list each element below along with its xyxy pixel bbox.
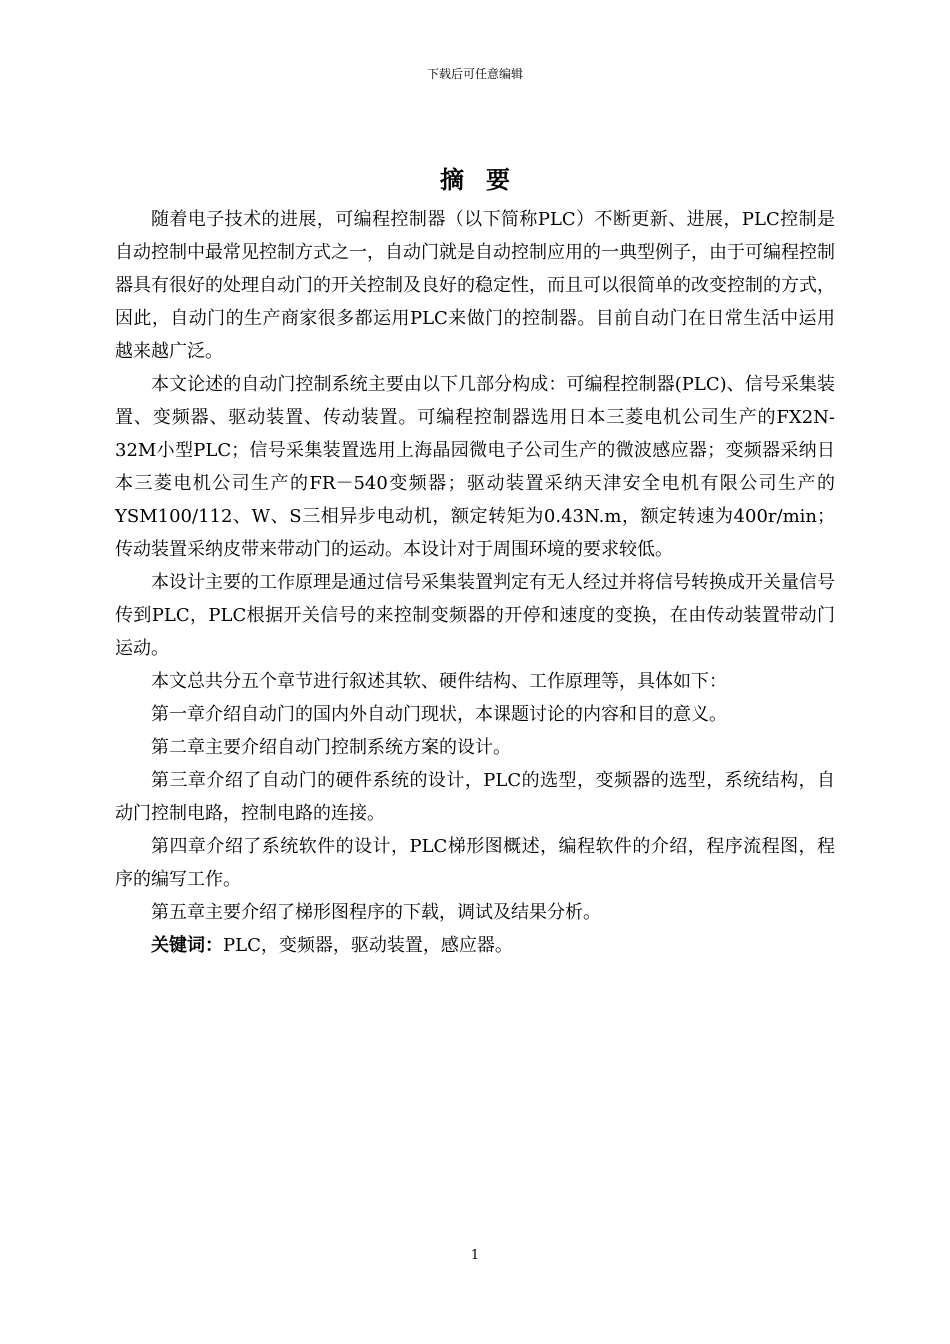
- paragraph-chapter-overview: 本文总共分五个章节进行叙述其软、硬件结构、工作原理等，具体如下：: [151, 671, 727, 692]
- paragraph-intro: 随着电子技术的进展，可编程控制器（以下简称PLC）不断更新、进展，PLC控制是自动控制中最常见控制方式之一，自动门就是自动控制应用的一典型例子，由于可编程控制器具有很好的处理自动门的开关控制及良好的稳定性，而且可以很简单的改变控制的方式，因此，自动门的生产商家很多都运用PLC来做门的控制器。目前自动门在日常生活中运用越来越广泛。: [115, 209, 835, 362]
- paragraph-working-principle: 本设计主要的工作原理是通过信号采集装置判定有无人经过并将信号转换成开关量信号传到PLC，PLC根据开关信号的来控制变频器的开停和速度的变换，在由传动装置带动门运动。: [115, 572, 835, 659]
- keywords-line: [115, 929, 835, 962]
- keywords-label: 关键词：: [151, 935, 223, 956]
- header-note: 下载后可任意编辑: [426, 67, 523, 81]
- paragraph-chapter-3: 第三章介绍了自动门的硬件系统的设计，PLC的选型，变频器的选型，系统结构，自动门控制电路，控制电路的连接。: [115, 770, 835, 824]
- abstract-body: [115, 203, 835, 962]
- page-title: 摘要: [440, 166, 532, 194]
- paragraph-system-composition: 本文论述的自动门控制系统主要由以下几部分构成：可编程控制器(PLC)、信号采集装置、变频器、驱动装置、传动装置。可编程控制器选用日本三菱电机公司生产的FX2N-32M小型PLC；信号采集装置选用上海晶园微电子公司生产的微波感应器；变频器采纳日本三菱电机公司生产的FR－540变频器；驱动装置采纳天津安全电机有限公司生产的YSM100/112、W、S三相异步电动机，额定转矩为0.43N.m，额定转速为400r/min；传动装置采纳皮带来带动门的运动。本设计对于周围环境的要求较低。: [115, 374, 835, 560]
- paragraph-chapter-5: 第五章主要介绍了梯形图程序的下载，调试及结果分析。: [151, 902, 601, 923]
- page-number: 1: [470, 1248, 480, 1263]
- paragraph-chapter-1: 第一章介绍自动门的国内外自动门现状，本课题讨论的内容和目的意义。: [151, 704, 727, 725]
- paragraph-chapter-4: 第四章介绍了系统软件的设计，PLC梯形图概述，编程软件的介绍，程序流程图，程序的编写工作。: [115, 836, 835, 890]
- paragraph-chapter-2: 第二章主要介绍自动门控制系统方案的设计。: [151, 737, 511, 758]
- keywords-text: PLC，变频器，驱动装置，感应器。: [223, 935, 513, 956]
